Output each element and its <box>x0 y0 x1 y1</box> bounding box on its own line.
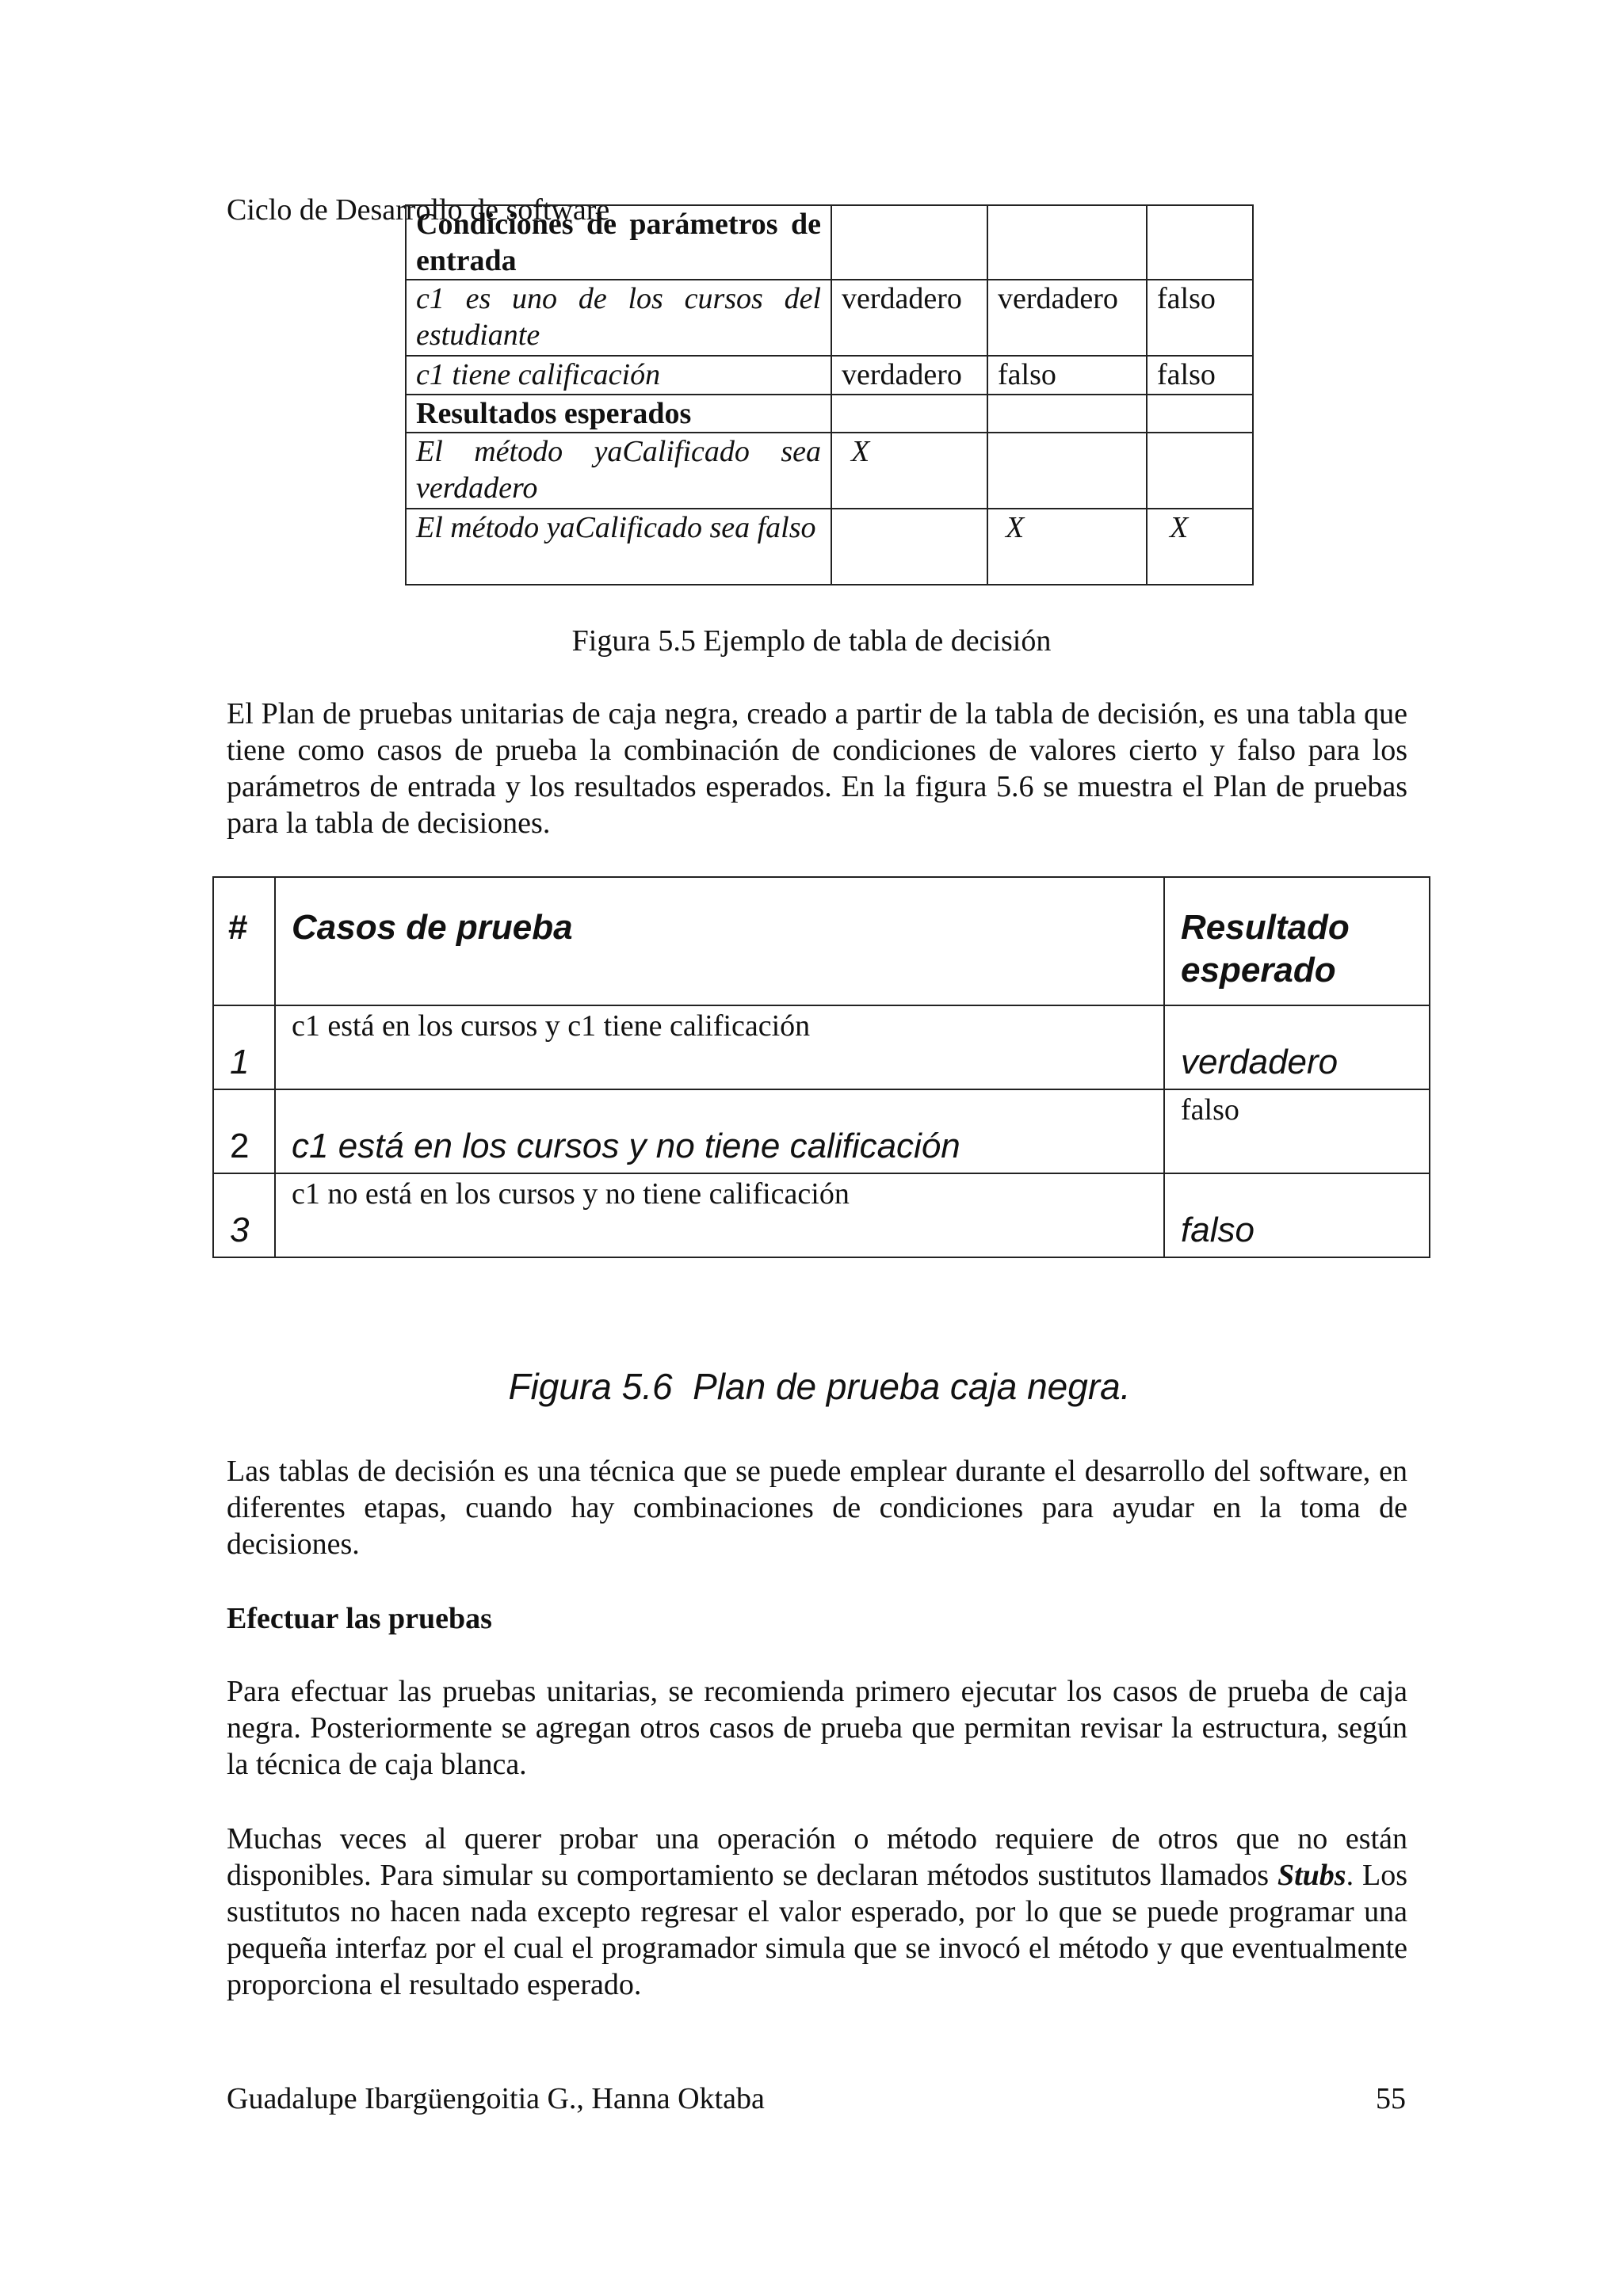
column-header-result: Resultado esperado <box>1181 908 1350 990</box>
decision-table-row <box>406 509 1253 585</box>
decision-cell: verdadero <box>831 280 987 356</box>
figure-5-6-caption: Figura 5.6 Plan de prueba caja negra. <box>508 1366 1131 1407</box>
decision-cell: falso <box>987 356 1147 395</box>
results-heading: Resultados esperados <box>406 395 831 433</box>
paragraph-run-tests: Para efectuar las pruebas unitarias, se recomienda primero ejecutar los casos de prueba de caja negra. Posteriormente se agregan otros casos de prueba que permitan revisar la estructura, según la técnica de caja blanca. <box>227 1675 1407 1781</box>
decision-cell <box>1147 433 1253 509</box>
decision-cell <box>831 509 987 585</box>
decision-table <box>405 204 1254 585</box>
decision-cell <box>1147 205 1253 280</box>
decision-cell: falso <box>1147 356 1253 395</box>
decision-table-row <box>406 205 1253 280</box>
decision-cell <box>987 395 1147 433</box>
decision-table-row <box>406 280 1253 356</box>
decision-table-row <box>406 433 1253 509</box>
running-header: Ciclo de Desarrollo de software <box>227 193 610 227</box>
paragraph-stubs <box>227 1821 1407 2003</box>
decision-cell: X <box>987 509 1147 585</box>
test-plan-table <box>212 876 1430 1258</box>
stubs-text-after: . Los sustitutos no hacen nada excepto regresar el valor esperado, por lo que se puede programar una pequeña interfaz por el cual el programador simula que se invocó el método y que eventualmente proporciona el resultado esperado. <box>227 1859 1408 2001</box>
expected-result: falso <box>1181 1093 1239 1127</box>
case-description: c1 está en los cursos y c1 tiene calificación <box>292 1009 811 1043</box>
decision-cell <box>1147 395 1253 433</box>
decision-cell <box>987 433 1147 509</box>
case-number: 2 <box>230 1127 250 1165</box>
decision-cell: verdadero <box>987 280 1147 356</box>
case-description: c1 no está en los cursos y no tiene calificación <box>292 1177 850 1211</box>
page-number: 55 <box>1376 2082 1406 2115</box>
decision-cell: X <box>1147 509 1253 585</box>
column-header-number: # <box>228 908 248 947</box>
conditions-heading: Condiciones de parámetros de entrada <box>406 205 831 280</box>
column-header-case: Casos de prueba <box>292 908 573 947</box>
decision-cell <box>987 205 1147 280</box>
decision-cell: verdadero <box>831 356 987 395</box>
decision-cell: falso <box>1147 280 1253 356</box>
decision-cell <box>831 205 987 280</box>
figure-5-5-caption: Figura 5.5 Ejemplo de tabla de decisión <box>571 624 1052 658</box>
table-row <box>213 1089 1430 1173</box>
footer-authors: Guadalupe Ibargüengoitia G., Hanna Oktaba <box>227 2082 765 2115</box>
test-plan-header-row <box>213 877 1430 1005</box>
table-row <box>213 1173 1430 1257</box>
expected-result: verdadero <box>1181 1043 1338 1081</box>
table-row <box>213 1005 1430 1089</box>
paragraph-plan: El Plan de pruebas unitarias de caja negra, creado a partir de la tabla de decisión, es una tabla que tiene como casos de prueba la combinación de condiciones de valores cierto y falso para los parámetros de entrada y los resultados esperados. En la figura 5.6 se muestra el Plan de pruebas para la tabla de decisiones. <box>227 697 1407 840</box>
decision-table-row <box>406 395 1253 433</box>
paragraph-decision-tables: Las tablas de decisión es una técnica que se puede emplear durante el desarrollo del software, en diferentes etapas, cuando hay combinaciones de condiciones para ayudar en la toma de decisiones. <box>227 1455 1407 1561</box>
decision-table-row <box>406 356 1253 395</box>
case-number: 1 <box>230 1043 250 1081</box>
case-description: c1 está en los cursos y no tiene calificación <box>292 1127 960 1165</box>
decision-cell <box>831 395 987 433</box>
stubs-term: Stubs <box>1277 1859 1346 1892</box>
condition-label: c1 tiene calificación <box>406 356 831 395</box>
result-label: El método yaCalificado sea falso <box>406 509 831 585</box>
stubs-text-before: Muchas veces al querer probar una operación o método requiere de otros que no están disponibles. Para simular su comportamiento se declaran métodos sustitutos llamados <box>227 1822 1407 1892</box>
result-label: El método yaCalificado sea verdadero <box>406 433 831 509</box>
section-heading: Efectuar las pruebas <box>227 1602 492 1635</box>
case-number: 3 <box>230 1211 250 1249</box>
decision-cell: X <box>831 433 987 509</box>
condition-label: c1 es uno de los cursos del estudiante <box>406 280 831 356</box>
expected-result: falso <box>1181 1211 1254 1249</box>
